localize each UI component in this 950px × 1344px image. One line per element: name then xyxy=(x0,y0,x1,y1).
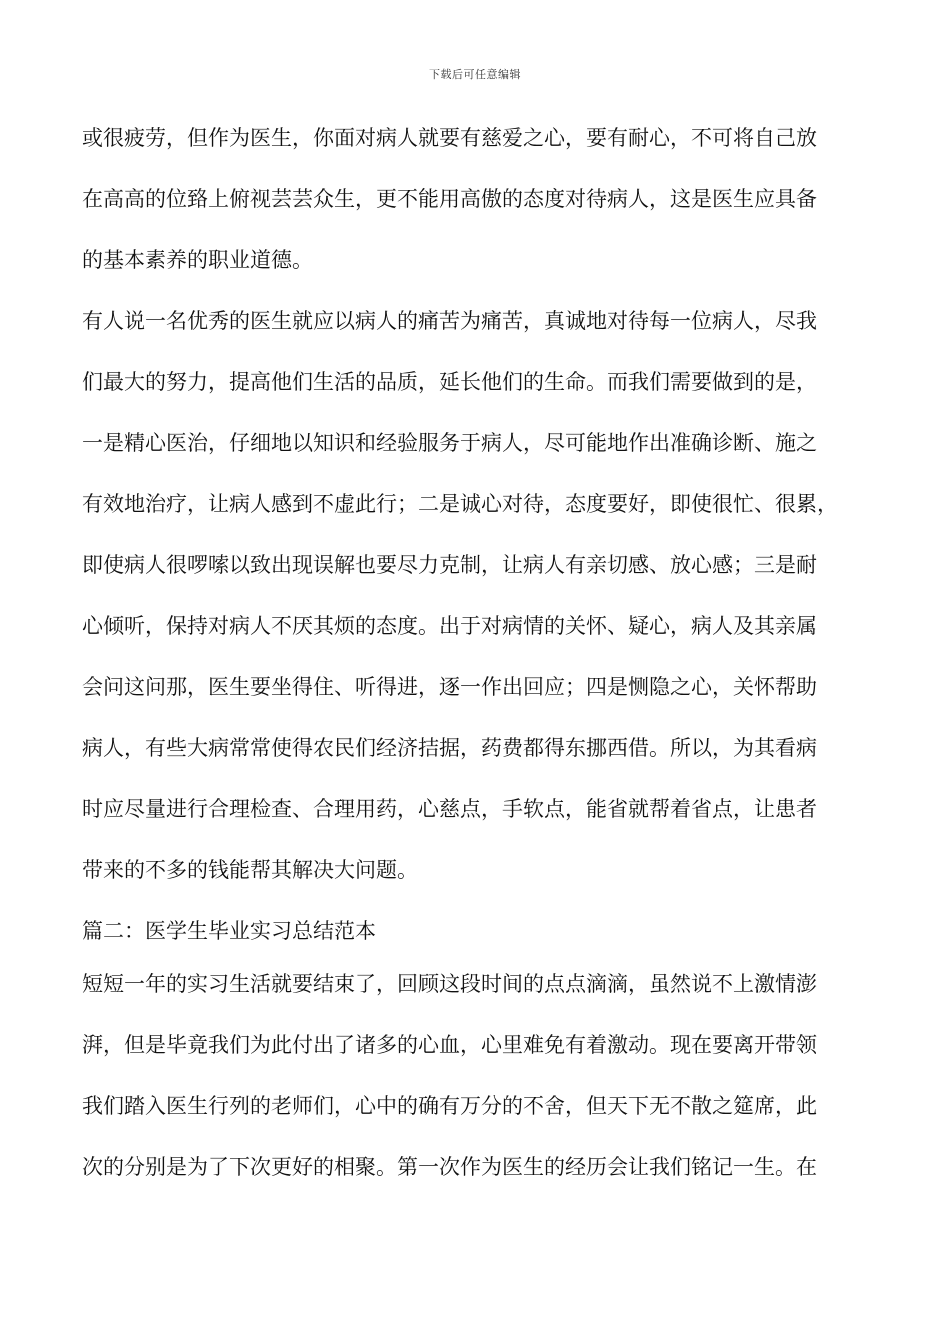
paragraph-line: 心倾听，保持对病人不厌其烦的态度。出于对病情的关怀、疑心，病人及其亲属 xyxy=(82,614,817,638)
paragraph-line: 时应尽量进行合理检查、合理用药，心慈点，手软点，能省就帮着省点，让患者 xyxy=(82,797,817,821)
paragraph-line: 湃，但是毕竟我们为此付出了诸多的心血，心里难免有着激动。现在要离开带领 xyxy=(82,1033,817,1057)
paragraph-line: 有效地治疗，让病人感到不虚此行；二是诚心对待，态度要好，即使很忙、很累， xyxy=(82,492,838,516)
paragraph-line: 次的分别是为了下次更好的相聚。第一次作为医生的经历会让我们铭记一生。在 xyxy=(82,1155,817,1179)
section-heading: 篇二：医学生毕业实习总结范本 xyxy=(82,919,376,943)
paragraph-line: 有人说一名优秀的医生就应以病人的痛苦为痛苦，真诚地对待每一位病人，尽我 xyxy=(82,309,817,333)
paragraph-line: 在高高的位臵上俯视芸芸众生，更不能用高傲的态度对待病人，这是医生应具备 xyxy=(82,187,817,211)
paragraph-line: 病人，有些大病常常使得农民们经济拮据，药费都得东挪西借。所以，为其看病 xyxy=(82,736,817,760)
body-text xyxy=(82,112,882,1202)
paragraph-line: 我们踏入医生行列的老师们，心中的确有万分的不舍，但天下无不散之筵席，此 xyxy=(82,1094,817,1118)
paragraph-line: 或很疲劳，但作为医生，你面对病人就要有慈爱之心，要有耐心，不可将自己放 xyxy=(82,126,817,150)
paragraph-line: 们最大的努力，提高他们生活的品质，延长他们的生命。而我们需要做到的是， xyxy=(82,370,817,394)
header-note: 下载后可任意编辑 xyxy=(429,68,521,81)
paragraph-line: 的基本素养的职业道德。 xyxy=(82,248,313,272)
paragraph-line: 会问这问那，医生要坐得住、听得进，逐一作出回应；四是恻隐之心，关怀帮助 xyxy=(82,675,817,699)
paragraph-line: 带来的不多的钱能帮其解决大问题。 xyxy=(82,858,418,882)
paragraph-line: 即使病人很啰嗦以致出现误解也要尽力克制，让病人有亲切感、放心感；三是耐 xyxy=(82,553,817,577)
paragraph-line: 短短一年的实习生活就要结束了，回顾这段时间的点点滴滴，虽然说不上激情澎 xyxy=(82,972,817,996)
paragraph-line: 一是精心医治，仔细地以知识和经验服务于病人，尽可能地作出准确诊断、施之 xyxy=(82,431,817,455)
